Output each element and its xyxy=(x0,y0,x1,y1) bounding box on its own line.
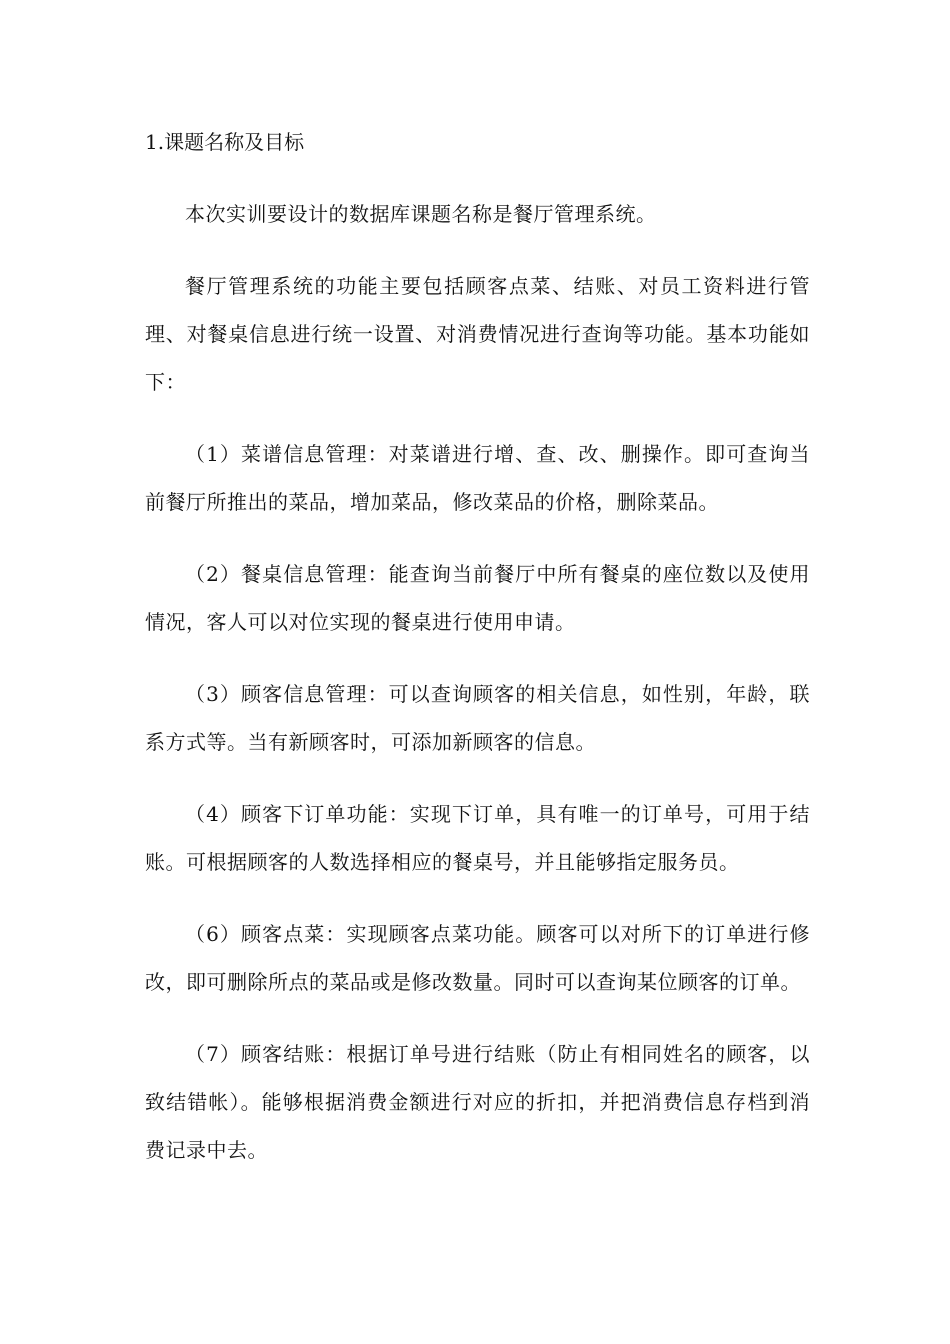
paragraph-ordering-dishes: （6）顾客点菜：实现顾客点菜功能。顾客可以对所下的订单进行修改，即可删除所点的菜品或是修改数量。同时可以查询某位顾客的订单。 xyxy=(145,922,810,994)
section-heading: 1.课题名称及目标 xyxy=(145,130,305,154)
paragraph-order-function: （4）顾客下订单功能：实现下订单，具有唯一的订单号，可用于结账。可根据顾客的人数选择相应的餐桌号，并且能够指定服务员。 xyxy=(145,802,810,874)
paragraph-menu-management: （1）菜谱信息管理：对菜谱进行增、查、改、删操作。即可查询当前餐厅所推出的菜品，增加菜品，修改菜品的价格，删除菜品。 xyxy=(145,442,810,514)
paragraph-table-management: （2）餐桌信息管理：能查询当前餐厅中所有餐桌的座位数以及使用情况，客人可以对位实现的餐桌进行使用申请。 xyxy=(145,562,810,634)
document-body xyxy=(145,118,810,1198)
paragraph-customer-management: （3）顾客信息管理：可以查询顾客的相关信息，如性别，年龄，联系方式等。当有新顾客时，可添加新顾客的信息。 xyxy=(145,682,810,754)
paragraph-intro: 本次实训要设计的数据库课题名称是餐厅管理系统。 xyxy=(185,202,657,226)
paragraph-checkout: （7）顾客结账：根据订单号进行结账（防止有相同姓名的顾客，以致结错帐）。能够根据消费金额进行对应的折扣，并把消费信息存档到消费记录中去。 xyxy=(145,1042,810,1162)
paragraph-overview: 餐厅管理系统的功能主要包括顾客点菜、结账、对员工资料进行管理、对餐桌信息进行统一设置、对消费情况进行查询等功能。基本功能如下： xyxy=(145,274,810,394)
